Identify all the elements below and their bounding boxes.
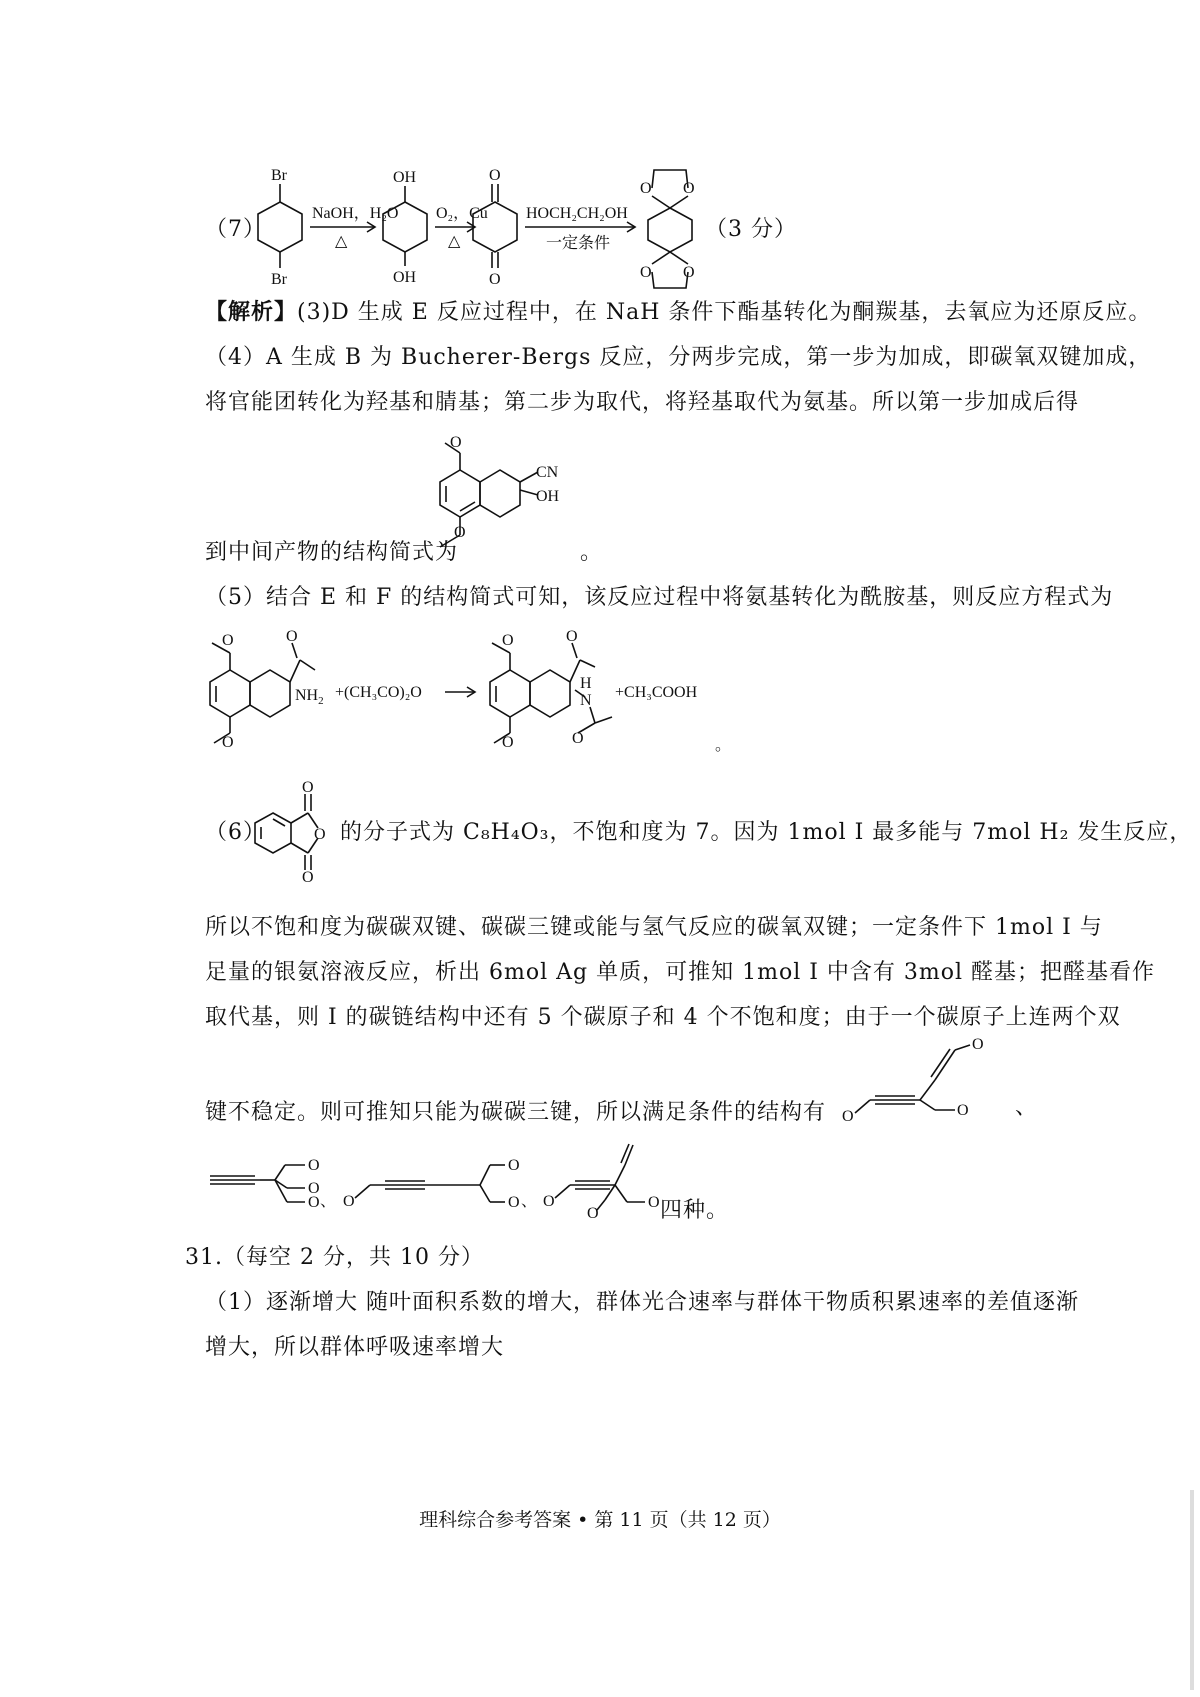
q5-product-byproduct: +CH₃COOH <box>615 684 698 701</box>
s4-o-left: O <box>543 1193 555 1210</box>
q5-reagent: +(CH₃CO)₂O <box>335 684 422 701</box>
q5-equation <box>200 625 840 760</box>
br-bottom: Br <box>271 271 287 288</box>
q5-product-o-bottom: O <box>502 734 514 751</box>
analysis-p6-5: 键不稳定。则可推知只能为碳碳三键，所以满足条件的结构有 <box>205 1100 827 1125</box>
page-footer: 理科综合参考答案 • 第 11 页（共 12 页） <box>419 1509 781 1531</box>
analysis-p6-end: 四种。 <box>660 1198 730 1223</box>
q5-product-n: N <box>580 692 592 709</box>
intermediate-o-top: O <box>450 434 462 451</box>
oh-bottom: OH <box>393 269 417 286</box>
analysis-p6-4: 取代基，则 I 的碳链结构中还有 5 个碳原子和 4 个不饱和度；由于一个碳原子上连两个双 <box>205 1005 1121 1030</box>
s1-o-top: O <box>972 1036 984 1053</box>
q5-product-o-amide: O <box>572 730 584 747</box>
analysis-p4-2: 将官能团转化为羟基和腈基；第二步为取代，将羟基取代为氨基。所以第一步加成后得 <box>205 390 1080 415</box>
q5-product-o-carbonyl: O <box>566 628 578 645</box>
q7-label: （7） <box>205 217 266 242</box>
s2-o-2: O <box>308 1180 320 1197</box>
arrow2-bottom-label: △ <box>448 233 461 250</box>
dibromocyclohexane-structure <box>258 167 302 288</box>
anhydride-o-ring: O <box>314 826 326 843</box>
q5-reactant-o-carbonyl: O <box>286 628 298 645</box>
o-bottom: O <box>489 271 501 288</box>
s3-separator: 、 <box>521 1193 538 1210</box>
intermediate-o-bottom: O <box>454 524 466 541</box>
analysis-p5-1: （5）结合 E 和 F 的结构简式可知，该反应过程中将氨基转化为酰胺基，则反应方程式为 <box>205 585 1114 610</box>
s4-o-right: O <box>648 1194 660 1211</box>
s2-separator: 、 <box>320 1193 337 1210</box>
analysis-p6-3: 足量的银氨溶液反应，析出 6mol Ag 单质，可推知 1mol I 中含有 3mol 醛基；把醛基看作 <box>205 960 1156 985</box>
o-ketal-2: O <box>683 180 695 197</box>
q5-reactant-o-top: O <box>222 632 234 649</box>
q5-reactant-o-bottom: O <box>222 734 234 751</box>
q7-score: （3 分） <box>705 217 797 242</box>
s3-o-bottom: O <box>508 1194 520 1211</box>
o-ketal-4: O <box>683 264 695 281</box>
s3-o-top: O <box>508 1157 520 1174</box>
analysis-p6-2: 所以不饱和度为碳碳双键、碳碳三键或能与氢气反应的碳氧双键；一定条件下 1mol I 与 <box>205 915 1103 940</box>
analysis-p3-line <box>205 295 1151 326</box>
anhydride-o-bottom: O <box>302 869 314 883</box>
analysis-p4-3a: 到中间产物的结构简式为 <box>205 540 459 565</box>
s1-o-left: O <box>842 1108 854 1125</box>
trialdehyde-structure-1 <box>840 1035 1010 1125</box>
o-top: O <box>489 167 501 184</box>
intermediate-cn: CN <box>536 464 559 481</box>
s1-o-right: O <box>957 1102 969 1119</box>
q31-p1-2: 增大，所以群体呼吸速率增大 <box>205 1335 505 1360</box>
q31-p1-1: （1）逐渐增大 随叶面积系数的增大，群体光合速率与群体干物质积累速率的差值逐渐 <box>205 1290 1079 1315</box>
analysis-p4-3b: 。 <box>580 540 604 565</box>
arrow1-top-label: NaOH，H₂O <box>312 205 399 222</box>
cyclohexanediol-structure <box>383 169 427 286</box>
q31-header: 31.（每空 2 分，共 10 分） <box>185 1245 484 1270</box>
intermediate-oh: OH <box>536 488 560 505</box>
s4-o-bottom: O <box>587 1205 599 1220</box>
o-ketal-3: O <box>640 264 652 281</box>
s3-o-left: O <box>343 1193 355 1210</box>
analysis-tag: 【解析】 <box>205 299 298 325</box>
o-ketal-1: O <box>640 180 652 197</box>
phthalic-anhydride-structure <box>248 778 348 883</box>
analysis-p3: (3)D 生成 E 反应过程中，在 NaH 条件下酯基转化为酮羰基，去氧应为还原反应。 <box>297 300 1152 325</box>
s2-o-1: O <box>308 1157 320 1174</box>
q5-end-mark: 。 <box>715 737 732 754</box>
bis-ketal-structure <box>640 170 695 288</box>
analysis-p6-5-end: 、 <box>1015 1095 1039 1120</box>
br-top: Br <box>271 167 287 184</box>
analysis-p6-label: （6） <box>205 820 266 845</box>
arrow3-top-label: HOCH₂CH₂OH <box>526 205 628 222</box>
arrow1-bottom-label: △ <box>335 233 348 250</box>
anhydride-o-top: O <box>302 779 314 796</box>
s2-o-3: O <box>308 1194 320 1211</box>
cyclohexanedione-structure <box>473 167 517 288</box>
q5-product-h: H <box>580 675 592 692</box>
q5-product-o-top: O <box>502 632 514 649</box>
analysis-p4-1: （4）A 生成 B 为 Bucherer-Bergs 反应，分两步完成，第一步为加成，即碳氧双键加成， <box>205 345 1152 370</box>
q5-nh2: $NH_2$ <box>295 687 324 707</box>
oh-top: OH <box>393 169 417 186</box>
arrow3-bottom-label: 一定条件 <box>546 235 611 252</box>
arrow2-top-label: O₂，Cu <box>436 205 488 222</box>
scan-edge <box>1190 1490 1194 1690</box>
analysis-p6-1: 的分子式为 C₈H₄O₃，不饱和度为 7。因为 1mol I 最多能与 7mol H₂ 发生反应， <box>340 820 1193 845</box>
